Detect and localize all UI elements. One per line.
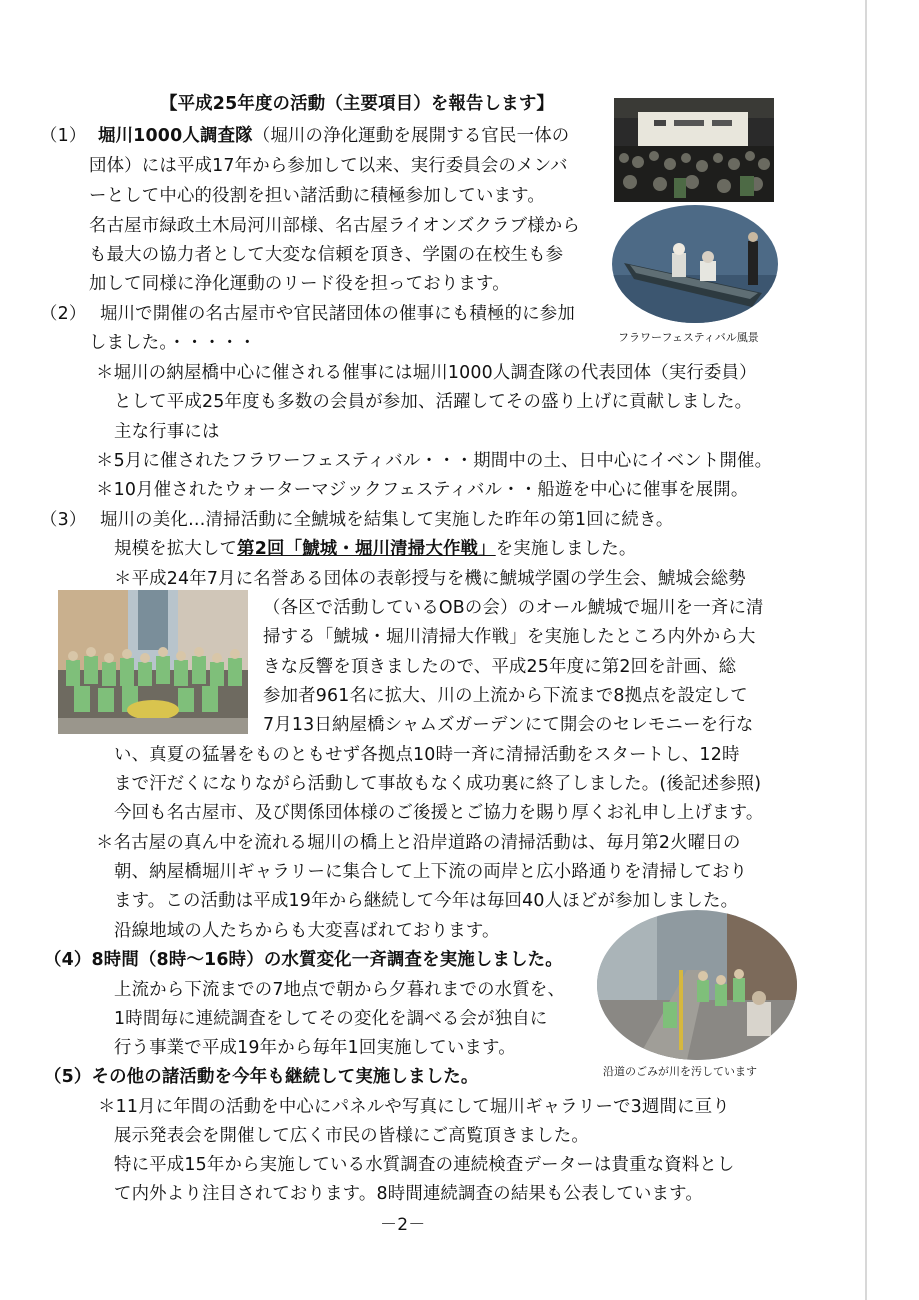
section-4-line-4: 行う事業で平成19年から毎年1回実施しています。 [114, 1038, 516, 1058]
page-number: －2－ [380, 1215, 426, 1235]
section-5-bullet-1-line-4: て内外より注目されております。8時間連続調査の結果も公表しています。 [114, 1184, 703, 1204]
section-4-line-2: 上流から下流までの7地点で朝から夕暮れまでの水質を、 [114, 980, 566, 1000]
section-3-bullet-1-line-6: 7月13日納屋橋シャムズガーデンにて開会のセレモニーを行な [263, 715, 754, 735]
section-1-label: （1） [40, 126, 87, 146]
section-3-bullet-2-line-4: 沿線地域の人たちからも大変喜ばれております。 [114, 921, 500, 941]
roadside-litter-photo [597, 910, 797, 1060]
boat-photo [612, 205, 778, 323]
section-2-label: （2） [40, 304, 87, 324]
section-3-bullet-2-line-3: ます。この活動は平成19年から継続して今年は毎回40人ほどが参加しました。 [114, 891, 739, 911]
section-5-line-1: （5）その他の諸活動を今年も継続して実施しました。 [44, 1067, 479, 1087]
flower-festival-caption: フラワーフェスティバル風景 [618, 331, 759, 344]
section-2-bullet-1-line-2: として平成25年度も多数の会員が参加、活躍してその盛り上げに貢献しました。 [114, 392, 753, 412]
section-1-line-1-rest: （堀川の浄化運動を展開する官民一体の [252, 126, 570, 146]
section-5-bullet-1-line-2: 展示発表会を開催して広く市民の皆様にご高覧頂きました。 [114, 1126, 589, 1146]
page-edge-shadow [865, 0, 867, 1300]
section-1-line-3: ーとして中心的役割を担い諸活動に積極参加しています。 [89, 186, 545, 206]
section-2-line-1: 堀川で開催の名古屋市や官民諸団体の催事にも積極的に参加 [100, 304, 575, 324]
section-3-bullet-1-line-9: 今回も名古屋市、及び関係団体様のご後援とご協力を賜り厚くお礼申し上げます。 [114, 803, 764, 823]
chosatai-name: 堀川1000人調査隊 [98, 126, 253, 146]
section-1-line-1 [98, 125, 569, 147]
section-3-bullet-1-line-5: 参加者961名に拡大、川の上流から下流まで8拠点を設定して [263, 686, 748, 706]
cleanup-operation-title: 第2回「鯱城・堀川清掃大作戦」 [237, 539, 496, 559]
section-3-bullet-1-line-7: い、真夏の猛暑をものともせず各拠点10時一斉に清掃活動をスタートし、12時 [114, 745, 740, 765]
section-3-bullet-1-line-4: きな反響を頂きましたので、平成25年度に第2回を計画、総 [263, 657, 737, 677]
section-3-label: （3） [40, 510, 87, 530]
section-3-bullet-1-line-1: ＊平成24年7月に名誉ある団体の表彰授与を機に鯱城学園の学生会、鯱城会総勢 [114, 569, 746, 589]
section-2-line-2: しました。・・・・・ [89, 333, 257, 353]
section-3-bullet-2-line-1: ＊名古屋の真ん中を流れる堀川の橋上と沿岸道路の清掃活動は、毎月第2火曜日の [96, 833, 741, 853]
section-5-bullet-1-line-1: ＊11月に年間の活動を中心にパネルや写真にして堀川ギャラリーで3週間に亘り [98, 1097, 730, 1117]
section-2-bullet-2: ＊5月に催されたフラワーフェスティバル・・・期間中の土、日中心にイベント開催。 [96, 451, 773, 471]
section-1-line-6: 加して同様に浄化運動のリード役を担っております。 [89, 274, 510, 294]
section-3-bullet-2-line-2: 朝、納屋橋堀川ギャラリーに集合して上下流の両岸と広小路通りを清掃しており [114, 862, 748, 882]
section-1-line-4: 名古屋市緑政土木局河川部様、名古屋ライオンズクラブ様から [89, 216, 580, 236]
section-2-bullet-1-line-3: 主な行事には [114, 422, 220, 442]
section-2-bullet-3: ＊10月催されたウォーターマジックフェスティバル・・船遊を中心に催事を展開。 [96, 480, 749, 500]
section-2-bullet-1-line-1: ＊堀川の納屋橋中心に催される催事には堀川1000人調査隊の代表団体（実行委員） [96, 363, 757, 383]
section-4-line-1: （4）8時間（8時〜16時）の水質変化一斉調査を実施しました。 [44, 950, 563, 970]
festival-stage-photo [614, 98, 774, 202]
page-title: 【平成25年度の活動（主要項目）を報告します】 [160, 94, 555, 114]
section-3-bullet-1-line-3: 掃する「鯱城・堀川清掃大作戦」を実施したところ内外から大 [263, 627, 756, 647]
section-3-line-1: 堀川の美化…清掃活動に全鯱城を結集して実施した昨年の第1回に続き。 [100, 510, 674, 530]
section-3-bullet-1-line-2: （各区で活動しているOBの会）のオール鯱城で堀川を一斉に清 [263, 598, 764, 618]
section-3-bullet-1-line-8: まで汗だくになりながら活動して事故もなく成功裏に終了しました。(後記述参照) [114, 774, 762, 794]
section-5-bullet-1-line-3: 特に平成15年から実施している水質調査の連続検査データーは貴重な資料とし [114, 1155, 735, 1175]
cleanup-group-photo [58, 590, 248, 734]
section-3-line-2-a: 規模を拡大して [114, 539, 238, 559]
section-3-line-2-c: を実施しました。 [495, 539, 637, 559]
section-4-line-3: 1時間毎に連続調査をしてその変化を調べる会が独自に [114, 1009, 548, 1029]
section-1-line-2: 団体）には平成17年から参加して以来、実行委員会のメンバ [89, 156, 568, 176]
roadside-litter-caption: 沿道のごみが川を汚しています [603, 1065, 757, 1078]
section-3-line-2 [114, 538, 636, 560]
section-1-line-5: も最大の協力者として大変な信頼を頂き、学園の在校生も参 [89, 245, 564, 265]
